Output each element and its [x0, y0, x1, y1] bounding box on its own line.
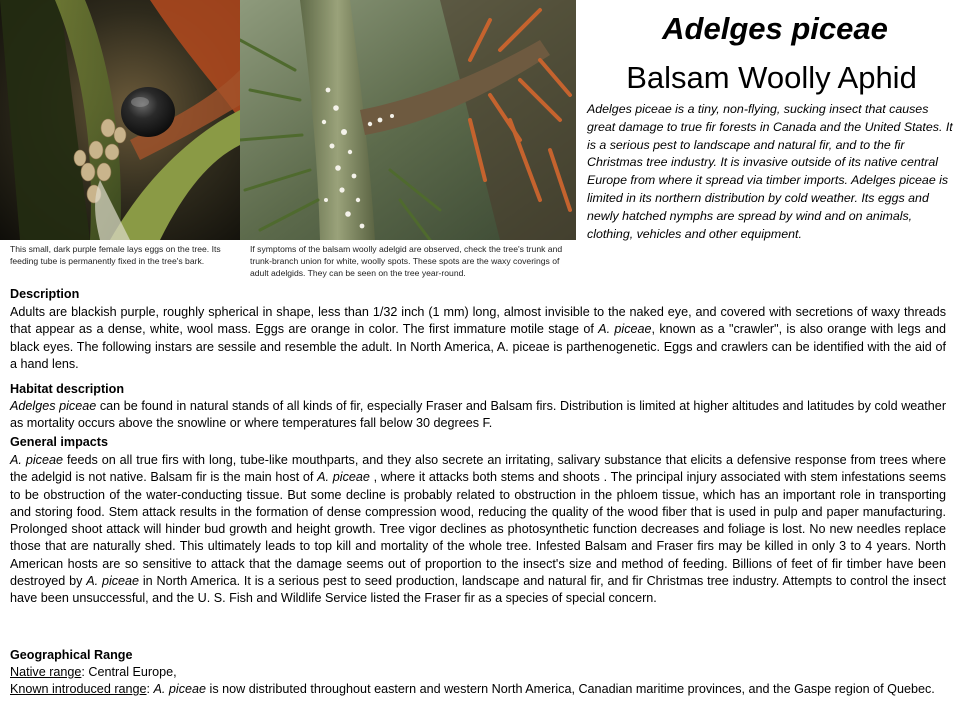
introduced-range-label: Known introduced range — [10, 682, 147, 697]
introduced-range-line — [10, 681, 940, 698]
common-name-title: Balsam Woolly Aphid — [626, 60, 917, 95]
description-heading: Description — [10, 287, 80, 301]
impacts-species-name-3: A. piceae — [86, 574, 140, 589]
impacts-paragraph — [10, 452, 946, 608]
description-species-name: A. piceae — [598, 322, 652, 337]
native-range-label: Native range — [10, 665, 82, 679]
intro-paragraph: Adelges piceae is a tiny, non-flying, sucking insect that causes great damage to true fir forests in Canada and the United States. It is a serious pest to landscape and natural fir, and to the fir Christmas tree industry. It is invasive outside of its native central Europe from where it spread via timber imports. Adelges piceae is limited in its northern distribution by cold weather. Its eggs and newly hatched nymphs are spread by wind and on animals, clothing, vehicles and other equipment. — [587, 102, 953, 241]
native-range-value: : Central Europe, — [81, 665, 177, 679]
habitat-species-name: Adelges piceae — [10, 399, 97, 413]
habitat-heading: Habitat description — [10, 382, 125, 396]
introduced-range-separator: : — [146, 682, 154, 697]
introduced-species-name: A. piceae — [153, 682, 207, 697]
description-text-1: Adults are blackish purple, roughly spherical in shape, less than 1/32 inch (1 mm) long, almost invisible to the naked eye, and covered with secretions of waxy threads that appear as a dense, white, wool mass. Eggs are orange in color. The first immature motile stage of — [10, 305, 946, 337]
photo-caption-left: This small, dark purple female lays eggs on the tree. Its feeding tube is permanently fixed in the tree's bark. — [10, 244, 221, 266]
photo-woolly-spots — [240, 0, 576, 240]
description-text-2: , known as a "crawler", is also orange with legs and black eyes. The following instars are sessile and resemble the adult. In North America, A. piceae is parthenogenetic. Eggs and crawlers can be identified with the aid of a hand lens. — [10, 322, 946, 371]
photo-adelgid-female — [0, 0, 240, 240]
impacts-text-3: in North America. It is a serious pest to seed production, landscape and natural fir, and fir Christmas tree industry. Attempts to control the insect have been unsuccessful, and the U. S. Fish and Wildlife Service listed the Fraser fir as a species of special concern. — [10, 574, 946, 606]
geography-heading: Geographical Range — [10, 648, 133, 662]
impacts-text-1: feeds on all true firs with long, tube-like mouthparts, and they also secrete an irritating, salivary substance that elicits a defensive response from trees where the adelgid is not native. Balsam fir is the main host of — [10, 453, 946, 485]
description-paragraph — [10, 304, 946, 373]
impacts-species-name-1: A. piceae — [10, 453, 63, 467]
habitat-text: can be found in natural stands of all kinds of fir, especially Fraser and Balsam firs. Distribution is limited at higher altitudes and latitudes by cold weather as mortality occurs above the snowline or where temperatures fall below 30 degrees F. — [10, 399, 947, 431]
native-range-line — [10, 664, 940, 681]
photo-caption-right: If symptoms of the balsam woolly adelgid are observed, check the tree's trunk and trunk-branch union for white, woolly spots. These spots are the waxy coverings of adult adelgids. They can be seen on the tree year-round. — [250, 244, 563, 278]
introduced-range-value: is now distributed throughout eastern and western North America, Canadian maritime provinces, and the Gaspe region of Quebec. — [206, 682, 935, 697]
scientific-name-title: Adelges piceae — [662, 11, 888, 46]
impacts-heading: General impacts — [10, 435, 108, 449]
geography-paragraph — [10, 664, 940, 699]
habitat-paragraph — [10, 398, 946, 433]
impacts-species-name-2: A. piceae — [317, 470, 370, 485]
impacts-text-2: , where it attacks both stems and shoots . The principal injury associated with stem infestations seems to be obstruction of the water-conducting tissue. But some decline is probably related to obstruction in the phloem tissue, which has an important role in transporting and storing food. Stem attack results in the formation of dense compression wood, reducing the quality of the wood fiber that is used in pulp and paper manufacturing. Prolonged shoot attack will hinder bud growth and height growth. Tree vigor declines as photosynthetic function decreases and foliage is lost. No new needles replace those that are naturally shed. This ultimately leads to top kill and mortality of the whole tree. Infested Balsam and Fraser firs may be killed in only 3 to 4 years. North American hosts are so sensitive to attack that the damage seems out of proportion to the insect's size and method of feeding. Billions of feet of fir timber have been destroyed by — [10, 470, 946, 589]
